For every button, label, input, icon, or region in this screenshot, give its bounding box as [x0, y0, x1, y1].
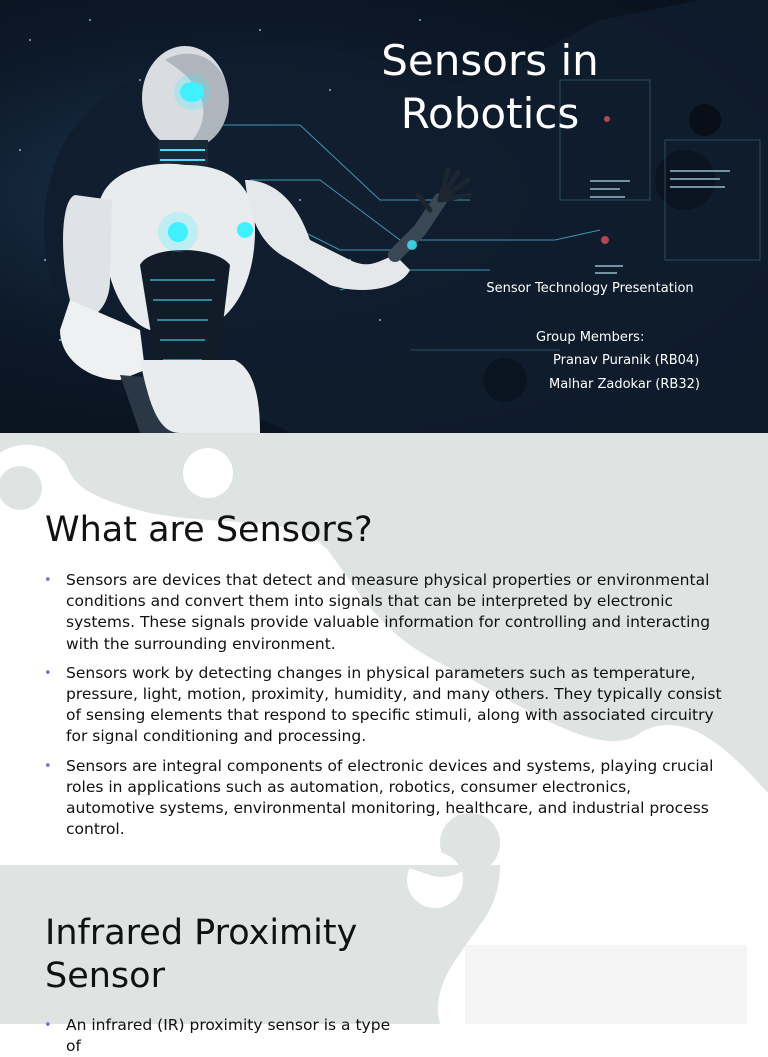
- list-item: [44, 1015, 404, 1057]
- group-members-label: Group Members:: [536, 330, 645, 345]
- bullet-dot-icon: •: [44, 665, 52, 681]
- bullet-text: Sensors are integral components of electronic devices and systems, playing crucial roles in applications such as automation, robotics, consumer electronics, automotive systems, environmental monitoring, healthcare, and industrial process control.: [66, 756, 714, 839]
- bullet-dot-icon: •: [44, 573, 52, 588]
- section-heading: Infrared Proximity Sensor: [45, 913, 358, 996]
- bullet-dot-icon: •: [44, 758, 52, 774]
- what-are-sensors-slide: [0, 433, 768, 865]
- member-name: Pranav Puranik (RB04): [553, 353, 700, 368]
- member-name: Malhar Zadokar (RB32): [549, 377, 700, 392]
- bullet-list: [44, 1015, 404, 1057]
- bullet-text: Sensors are devices that detect and measure physical properties or environmental conditions and convert them into signals that can be interpreted by electronic systems. These signals provide valuable information for controlling and interacting with the surrounding environment.: [66, 571, 711, 653]
- bullet-dot-icon: •: [44, 1018, 52, 1033]
- section-heading: What are Sensors?: [45, 510, 373, 550]
- slide-subtitle: Sensor Technology Presentation: [486, 281, 694, 296]
- list-item: [44, 663, 724, 748]
- slide-title: Sensors in Robotics: [381, 36, 599, 138]
- bullet-text: An infrared (IR) proximity sensor is a type of: [66, 1016, 391, 1055]
- list-item: [44, 756, 724, 841]
- sensor-image: [465, 945, 747, 1024]
- bullet-list: [44, 570, 724, 848]
- bullet-text: Sensors work by detecting changes in physical parameters such as temperature, pressure, light, motion, proximity, humidity, and many others. They typically consist of sensing elements that respond to specific stimuli, along with associated circuitry for signal conditioning and processing.: [66, 663, 722, 746]
- title-slide: [0, 0, 768, 433]
- list-item: [44, 570, 724, 655]
- infrared-sensor-slide: [0, 865, 768, 1055]
